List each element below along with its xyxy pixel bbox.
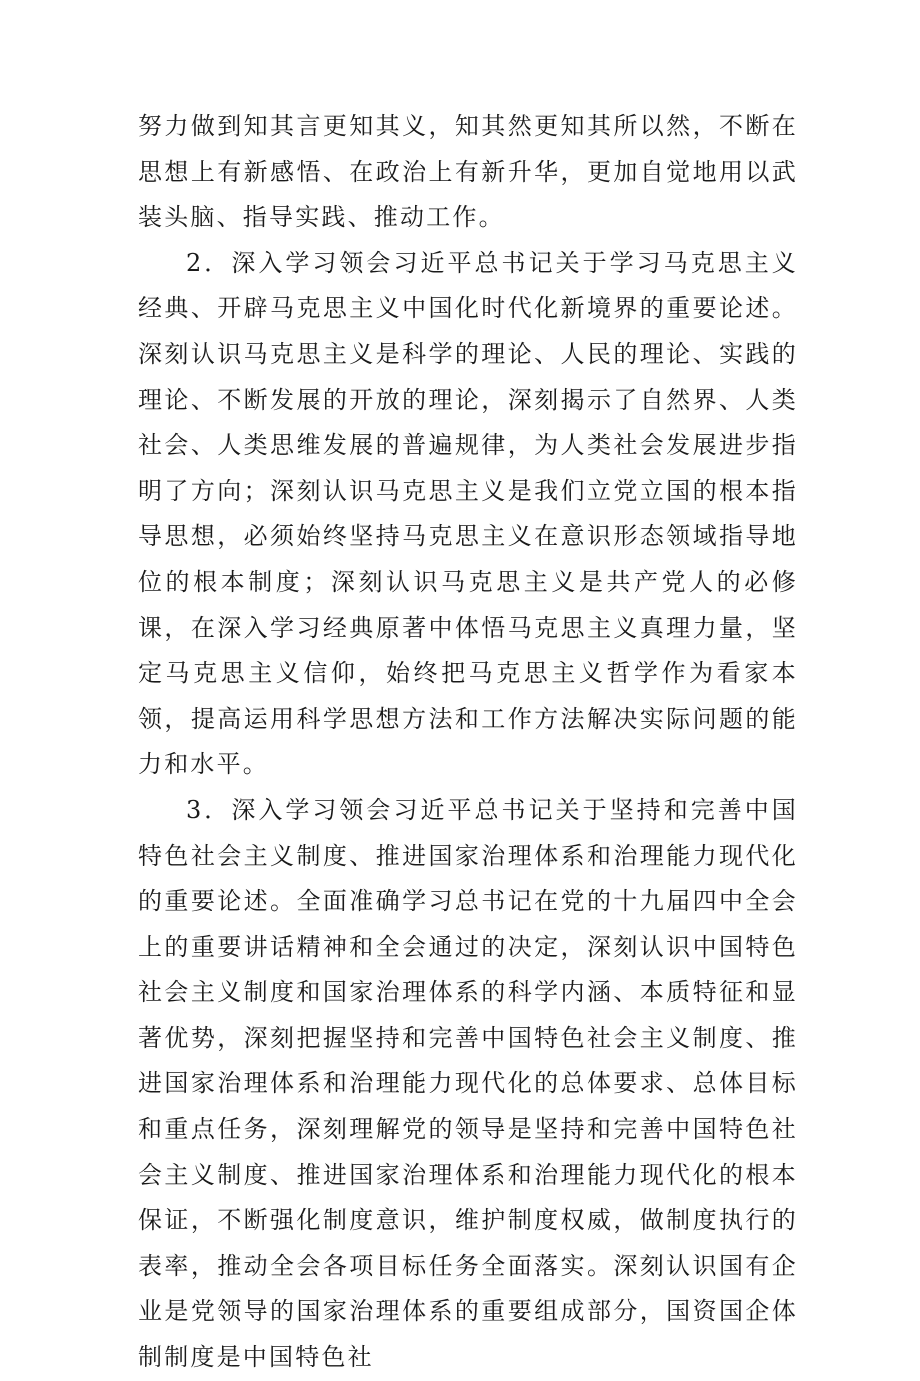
document-body xyxy=(138,104,798,1381)
paragraph-continuation: 努力做到知其言更知其义，知其然更知其所以然，不断在思想上有新感悟、在政治上有新升华，更加自觉地用以武装头脑、指导实践、推动工作。 xyxy=(138,112,798,232)
paragraph-item-2: 2．深入学习领会习近平总书记关于学习马克思主义经典、开辟马克思主义中国化时代化新境界的重要论述。深刻认识马克思主义是科学的理论、人民的理论、实践的理论、不断发展的开放的理论，深刻揭示了自然界、人类社会、人类思维发展的普遍规律，为人类社会发展进步指明了方向；深刻认识马克思主义是我们立党立国的根本指导思想，必须始终坚持马克思主义在意识形态领域指导地位的根本制度；深刻认识马克思主义是共产党人的必修课，在深入学习经典原著中体悟马克思主义真理力量，坚定马克思主义信仰，始终把马克思主义哲学作为看家本领，提高运用科学思想方法和工作方法解决实际问题的能力和水平。 xyxy=(138,248,798,779)
paragraph-item-3: 3．深入学习领会习近平总书记关于坚持和完善中国特色社会主义制度、推进国家治理体系和治理能力现代化的重要论述。全面准确学习总书记在党的十九届四中全会上的重要讲话精神和全会通过的决定，深刻认识中国特色社会主义制度和国家治理体系的科学内涵、本质特征和显著优势，深刻把握坚持和完善中国特色社会主义制度、推进国家治理体系和治理能力现代化的总体要求、总体目标和重点任务，深刻理解党的领导是坚持和完善中国特色社会主义制度、推进国家治理体系和治理能力现代化的根本保证，不断强化制度意识，维护制度权威，做制度执行的表率，推动全会各项目标任务全面落实。深刻认识国有企业是党领导的国家治理体系的重要组成部分，国资国企体制制度是中国特色社 xyxy=(138,795,798,1372)
